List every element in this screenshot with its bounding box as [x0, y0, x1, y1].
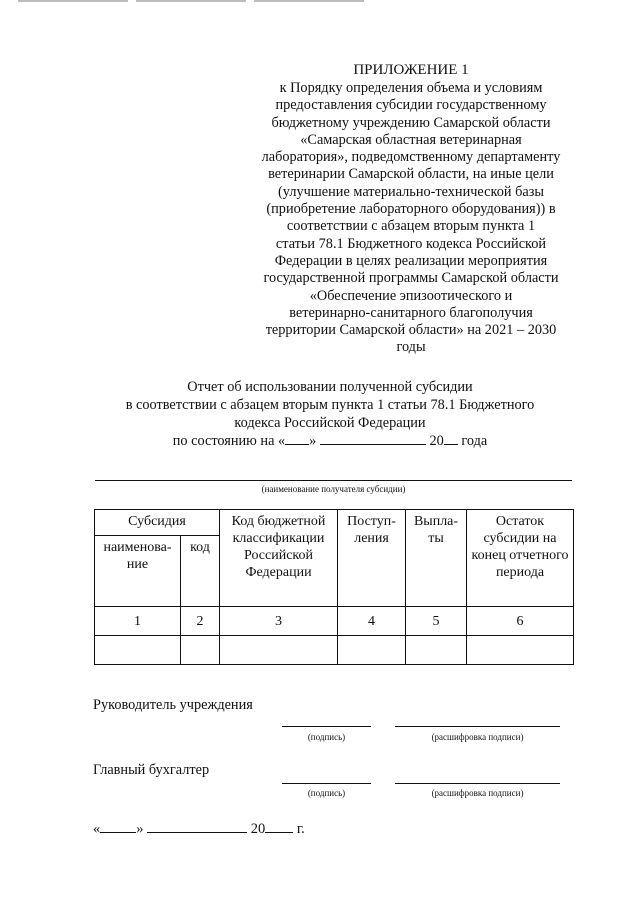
accountant-signature-line[interactable]	[282, 783, 371, 784]
header-payments: Выпла- ты	[406, 510, 467, 607]
header-kbk: Код бюджетной классификации Российской Федерации	[220, 510, 338, 607]
appendix-line: соответствии с абзацем вторым пункта 1	[286, 218, 536, 235]
recipient-name-line[interactable]	[95, 480, 572, 481]
table-cell[interactable]	[338, 636, 406, 665]
report-title-line2: в соответствии с абзацем вторым пункта 1 статьи 78.1 Бюджетного	[125, 397, 535, 413]
column-number: 5	[406, 607, 467, 636]
table-cell[interactable]	[95, 636, 181, 665]
accountant-decode-line[interactable]	[395, 783, 560, 784]
appendix-title: ПРИЛОЖЕНИЕ 1	[353, 62, 469, 78]
report-heading	[40, 378, 620, 450]
accountant-decode-caption: (расшифровка подписи)	[431, 788, 524, 798]
head-label: Руководитель учреждения	[93, 697, 253, 713]
appendix-line: ветеринарно-санитарного благополучия	[289, 304, 533, 321]
close-quote: »	[136, 821, 144, 837]
column-number: 2	[181, 607, 220, 636]
head-decode-line[interactable]	[395, 726, 560, 727]
appendix-line: бюджетному учреждению Самарской области	[271, 114, 551, 131]
date-prefix: по состоянию на «	[172, 433, 286, 449]
appendix-line: годы	[396, 339, 426, 356]
column-number: 1	[95, 607, 181, 636]
table-cell[interactable]	[220, 636, 338, 665]
header-subsidy-name: наименова- ние	[95, 536, 181, 607]
top-rule	[136, 0, 246, 2]
date-mid: »	[309, 433, 317, 449]
report-title: Отчет об использовании полученной субсидии	[187, 379, 473, 395]
report-date-line	[40, 432, 620, 450]
appendix-line: Федерации в целях реализации мероприятия	[274, 252, 548, 269]
year-blank[interactable]	[265, 820, 293, 833]
appendix-line: «Самарская областная ветеринарная	[300, 131, 522, 148]
header-balance: Остаток субсидии на конец отчетного периода	[467, 510, 574, 607]
column-number: 3	[220, 607, 338, 636]
report-title-line3: кодекса Российской Федерации	[234, 415, 426, 431]
month-blank[interactable]	[320, 432, 426, 445]
head-decode-caption: (расшифровка подписи)	[431, 732, 524, 742]
head-sign-caption: (подпись)	[307, 732, 346, 742]
appendix-line: (приобретение лабораторного оборудования)) в	[266, 201, 556, 218]
date-suffix: года	[461, 433, 488, 449]
appendix-block	[252, 60, 570, 357]
header-subsidy-code: код	[181, 536, 220, 607]
month-blank[interactable]	[147, 820, 247, 833]
appendix-line: «Обеспечение эпизоотического и	[309, 287, 513, 304]
open-quote: «	[93, 821, 101, 837]
day-blank[interactable]	[285, 432, 309, 445]
appendix-line: территории Самарской области» на 2021 – 2030	[265, 322, 557, 339]
appendix-line: (улучшение материально-технической базы	[278, 183, 544, 200]
appendix-line: статьи 78.1 Бюджетного кодекса Российской	[275, 235, 547, 252]
header-receipts: Поступ- ления	[338, 510, 406, 607]
accountant-label: Главный бухгалтер	[93, 762, 210, 778]
table-cell[interactable]	[181, 636, 220, 665]
header-subsidy: Субсидия	[95, 510, 220, 536]
top-rule	[254, 0, 364, 2]
day-blank[interactable]	[100, 820, 136, 833]
report-table	[94, 509, 574, 665]
year-prefix: 20	[429, 433, 444, 449]
recipient-caption: (наименование получателя субсидии)	[261, 484, 406, 494]
year-blank[interactable]	[444, 432, 458, 445]
year-suffix: г.	[296, 821, 305, 837]
appendix-line: лаборатория», подведомственному департаменту	[261, 149, 561, 166]
signing-date	[93, 820, 305, 838]
column-number: 4	[338, 607, 406, 636]
head-signature-line[interactable]	[282, 726, 371, 727]
year-prefix: 20	[250, 821, 266, 837]
appendix-line: ветеринарии Самарской области, на иные цели	[268, 166, 554, 183]
accountant-sign-caption: (подпись)	[307, 788, 346, 798]
appendix-line: предоставления субсидии государственному	[275, 97, 547, 114]
table-cell[interactable]	[406, 636, 467, 665]
appendix-line: к Порядку определения объема и условиям	[279, 80, 543, 96]
top-rule	[18, 0, 128, 2]
appendix-line: государственной программы Самарской области	[263, 270, 559, 287]
table-cell[interactable]	[467, 636, 574, 665]
column-number: 6	[467, 607, 574, 636]
